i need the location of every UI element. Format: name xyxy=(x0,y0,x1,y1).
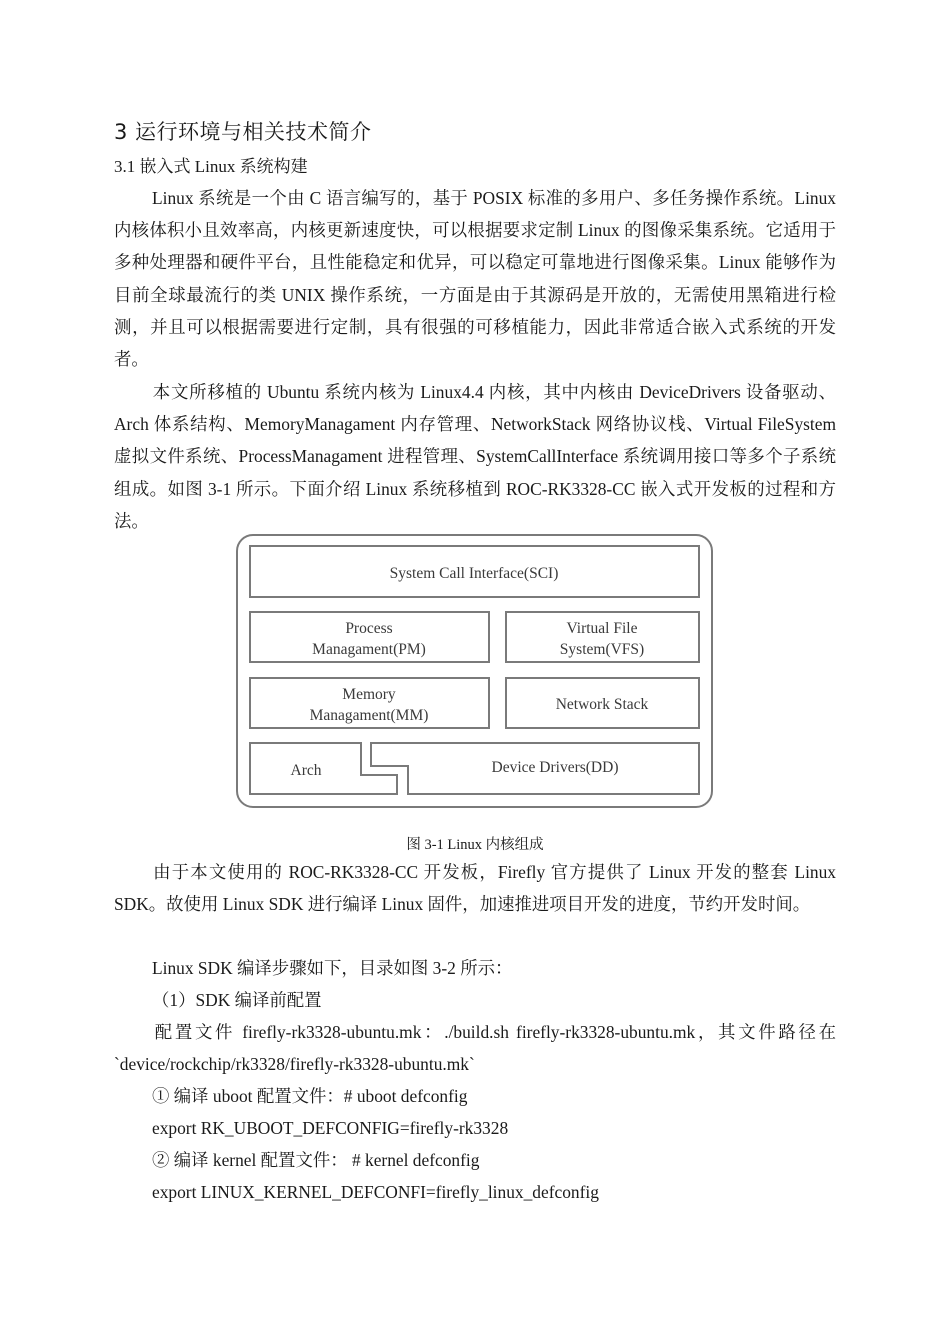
chapter-heading: 3 运行环境与相关技术简介 xyxy=(114,120,372,144)
device-drivers-label: Device Drivers(DD) xyxy=(491,759,619,776)
paragraph-linux-intro: Linux 系统是一个由 C 语言编写的，基于 POSIX 标准的多用户、多任务操作系统。Linux 内核体积小且效率高，内核更新速度快，可以根据要求定制 Linux 的图像采集系统。它适用于多种处理器和硬件平台，且性能稳定和优异，可以稳定可靠地进行图像采集。Linux 能够作为目前全球最流行的类 UNIX 操作系统，一方面是由于其源码是开放的，无需使用黑箱进行检测，并且可以根据需要进行定制，具有很强的可移植能力，因此非常适合嵌入式系统的开发者。 xyxy=(114,188,836,370)
arch-box xyxy=(250,743,397,794)
step-heading-1: （1）SDK 编译前配置 xyxy=(152,990,322,1010)
paragraph-sdk-intro: 由于本文使用的 ROC-RK3328-CC 开发板，Firefly 官方提供了 Linux 开发的整套 Linux SDK。故使用 Linux SDK 进行编译 Linux 固件，加速推进项目开发的进度，节约开发时间。 xyxy=(114,862,836,915)
code-kernel-export: export LINUX_KERNEL_DEFCONFI=firefly_linux_defconfig xyxy=(152,1182,599,1202)
paragraph-sdk-steps: Linux SDK 编译步骤如下，目录如图 3-2 所示： xyxy=(152,958,513,978)
mm-label-line2: Managament(MM) xyxy=(309,707,429,724)
step-uboot-config: ① 编译 uboot 配置文件：# uboot defconfig xyxy=(152,1086,468,1106)
network-stack-label: Network Stack xyxy=(555,696,649,713)
arch-label: Arch xyxy=(290,762,322,779)
step-kernel-config: ② 编译 kernel 配置文件： # kernel defconfig xyxy=(152,1150,480,1170)
code-uboot-export: export RK_UBOOT_DEFCONFIG=firefly-rk3328 xyxy=(152,1118,509,1138)
section-heading: 3.1 嵌入式 Linux 系统构建 xyxy=(114,157,308,176)
paragraph-kernel-subsystems: 本文所移植的 Ubuntu 系统内核为 Linux4.4 内核，其中内核由 DeviceDrivers 设备驱动、Arch 体系结构、MemoryManagament 内存管理、NetworkStack 网络协议栈、Virtual FileSystem 虚拟文件系统、ProcessManagament 进程管理、SystemCallInterface 系统调用接口等多个子系统组成。如图 3-1 所示。下面介绍 Linux 系统移植到 ROC-RK3328-CC 嵌入式开发板的过程和方法。 xyxy=(114,382,836,531)
sci-label: System Call Interface(SCI) xyxy=(389,565,559,582)
paragraph-config-file: 配置文件 firefly-rk3328-ubuntu.mk：./build.sh firefly-rk3328-ubuntu.mk，其文件路径在 `device/rockchip/rk3328/firefly-rk3328-ubuntu.mk` xyxy=(114,1022,836,1075)
figure-caption: 图 3-1 Linux 内核组成 xyxy=(406,837,544,853)
mm-label-line1: Memory xyxy=(342,686,396,703)
linux-kernel-diagram xyxy=(230,528,722,818)
pm-label-line2: Managament(PM) xyxy=(312,641,426,658)
vfs-label-line1: Virtual File xyxy=(566,620,638,637)
pm-label-line1: Process xyxy=(345,620,393,637)
vfs-label-line2: System(VFS) xyxy=(559,641,645,658)
